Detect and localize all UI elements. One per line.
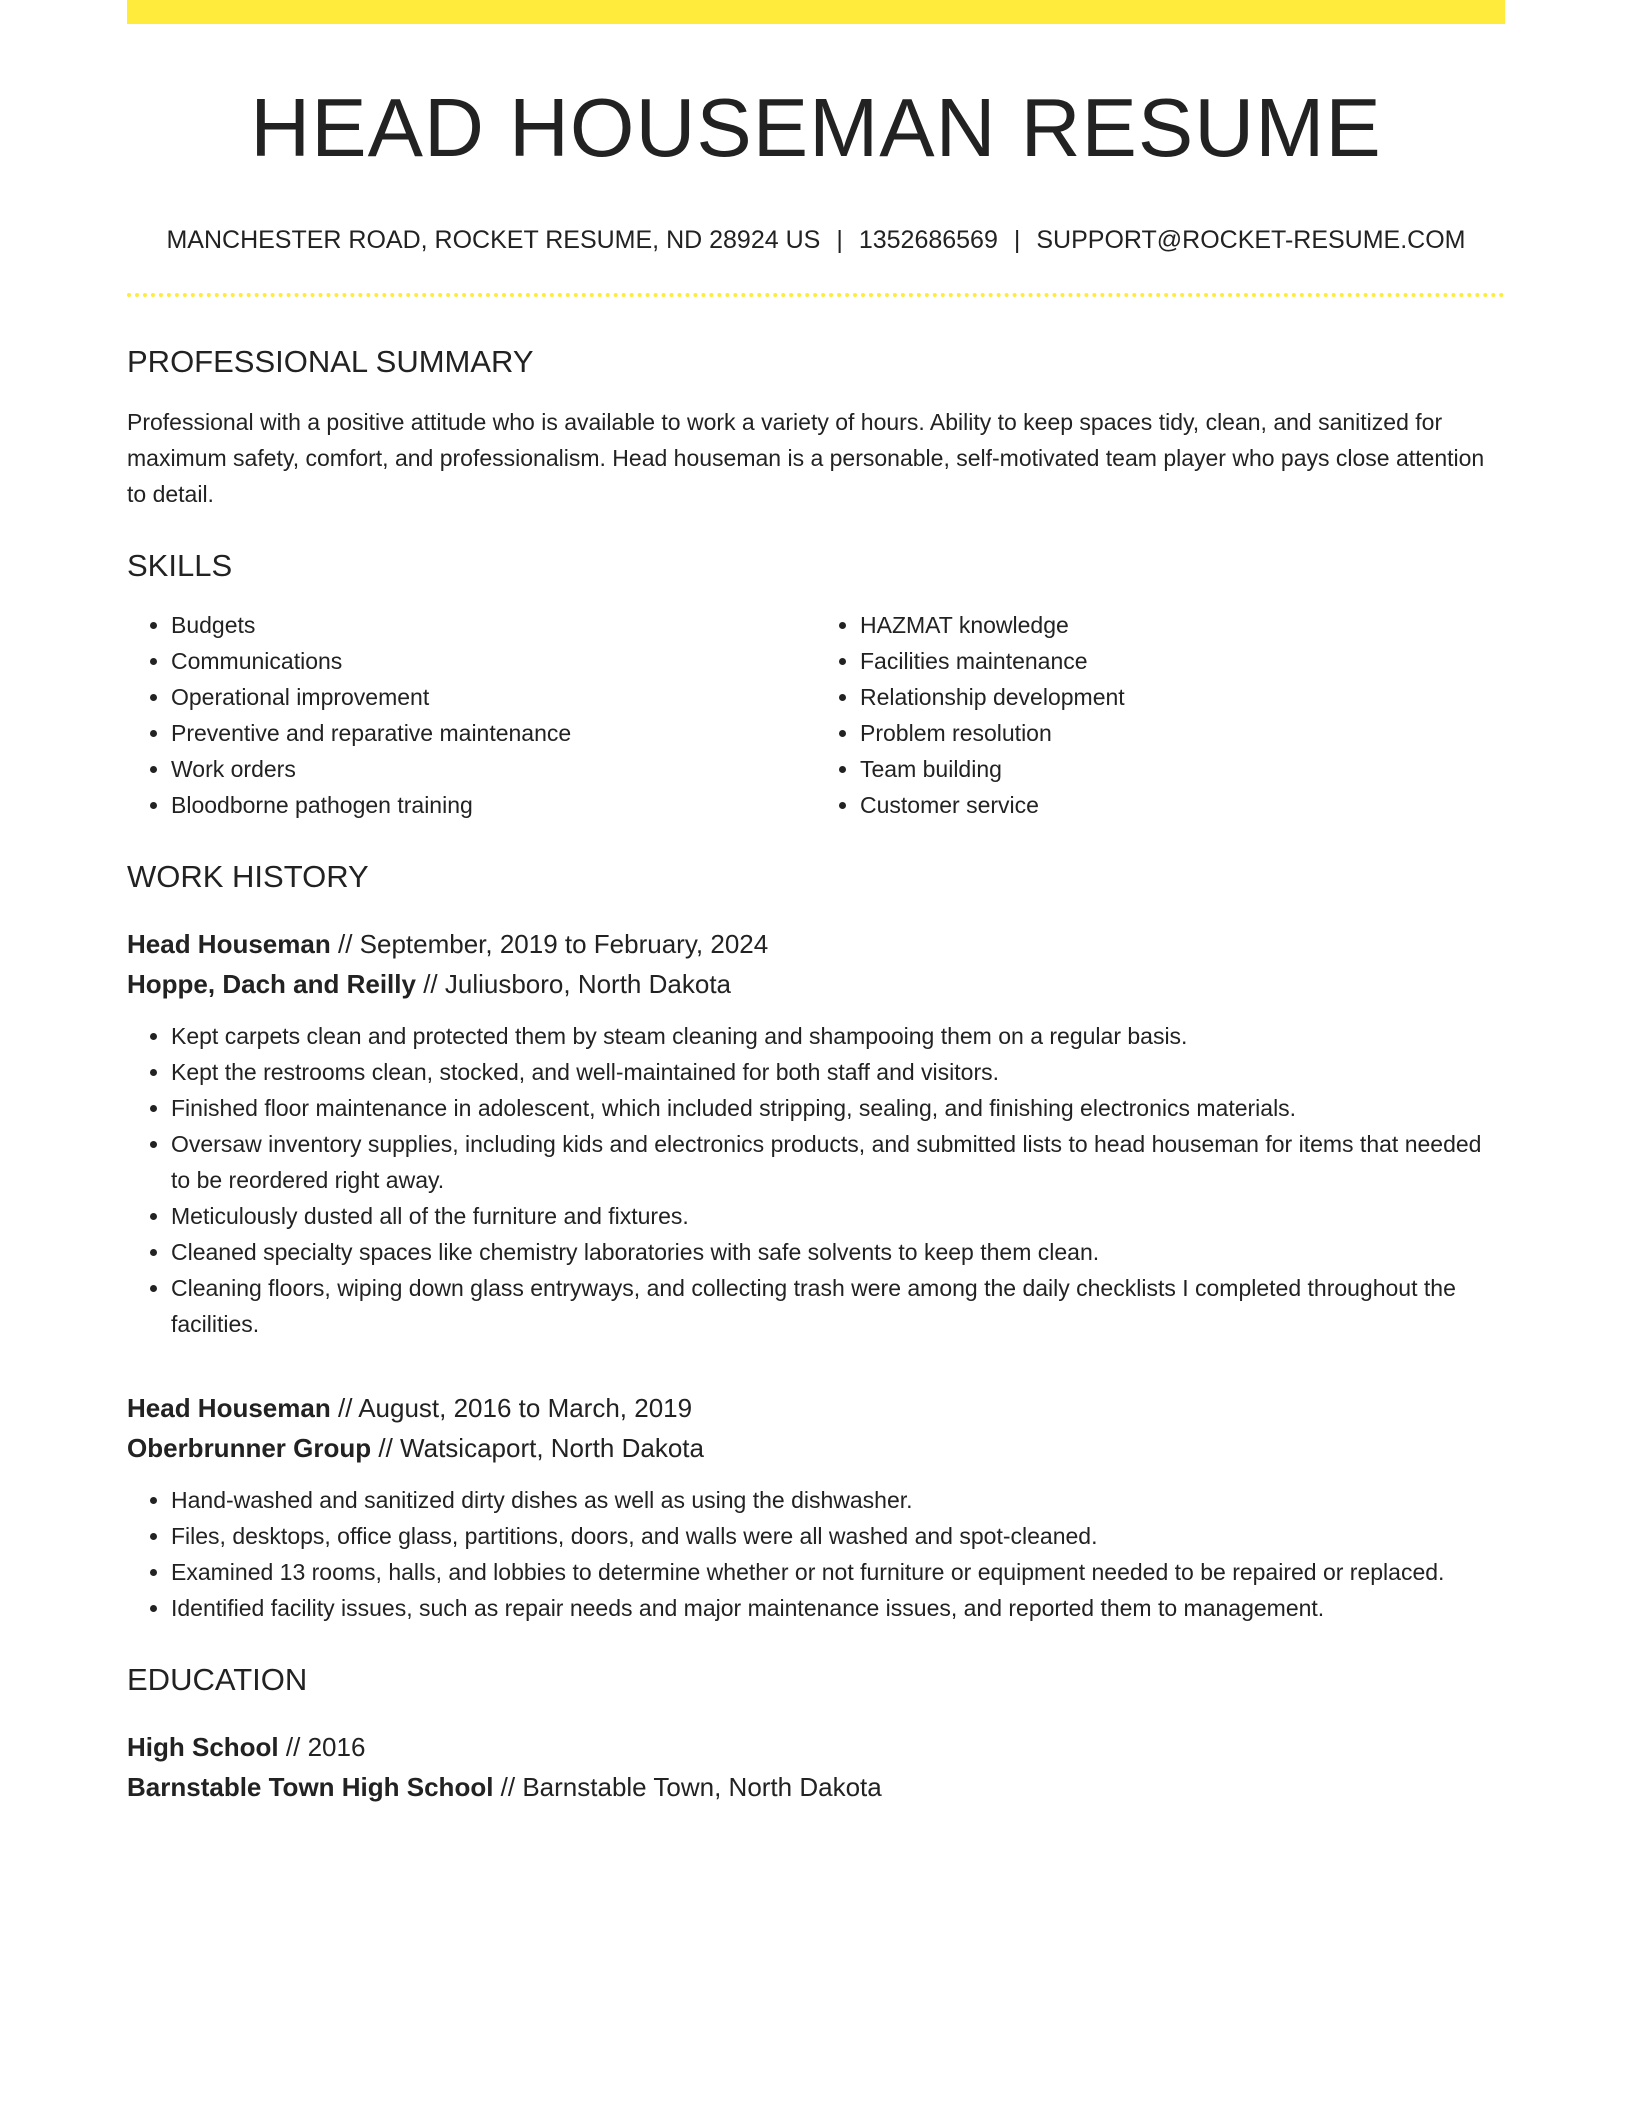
contact-address: MANCHESTER ROAD, ROCKET RESUME, ND 28924 US [166, 226, 821, 254]
education-school-line [127, 1767, 1505, 1807]
job-title-line [127, 924, 1505, 964]
skill-item: • Bloodborne pathogen training [171, 787, 816, 823]
resume-page [127, 0, 1505, 1807]
skill-item: • Relationship development [860, 679, 1505, 715]
education-degree: High School [127, 1732, 279, 1762]
job-position: Head Houseman [127, 1393, 331, 1423]
skill-item: • Facilities maintenance [860, 643, 1505, 679]
job-bullets [127, 1018, 1505, 1342]
job-dates: // August, 2016 to March, 2019 [337, 1393, 693, 1423]
skills-heading: SKILLS [127, 548, 233, 583]
job-company: Oberbrunner Group [127, 1433, 372, 1463]
contact-separator: | [1013, 226, 1021, 254]
dotted-divider [127, 293, 1505, 297]
job-title-line [127, 1388, 1505, 1428]
contact-phone: 1352686569 [858, 226, 998, 254]
education-degree-line [127, 1727, 1505, 1767]
job-bullet: • Cleaned specialty spaces like chemistry laboratories with safe solvents to keep them clean. [171, 1234, 1505, 1270]
job-location: // Watsicaport, North Dakota [378, 1433, 704, 1463]
job-bullet: • Meticulously dusted all of the furniture and fixtures. [171, 1198, 1505, 1234]
summary-heading: PROFESSIONAL SUMMARY [127, 344, 534, 379]
job-bullet: • Cleaning floors, wiping down glass entryways, and collecting trash were among the daily checklists I completed throughout the facilities. [171, 1270, 1505, 1342]
job-company-line [127, 1428, 1505, 1468]
job-entry [127, 1388, 1505, 1626]
skills-column-left [127, 607, 816, 823]
job-bullet: • Finished floor maintenance in adolescent, which included stripping, sealing, and finishing electronics materials. [171, 1090, 1505, 1126]
job-bullet: • Examined 13 rooms, halls, and lobbies to determine whether or not furniture or equipment needed to be repaired or replaced. [171, 1554, 1505, 1590]
skill-item: • Budgets [171, 607, 816, 643]
skill-item: • Communications [171, 643, 816, 679]
skill-item: • Problem resolution [860, 715, 1505, 751]
education-year: // 2016 [285, 1732, 366, 1762]
education-school: Barnstable Town High School [127, 1772, 494, 1802]
education-heading: EDUCATION [127, 1662, 308, 1697]
job-bullet: • Kept carpets clean and protected them by steam cleaning and shampooing them on a regular basis. [171, 1018, 1505, 1054]
job-bullet: • Files, desktops, office glass, partitions, doors, and walls were all washed and spot-cleaned. [171, 1518, 1505, 1554]
job-dates: // September, 2019 to February, 2024 [337, 929, 769, 959]
skills-column-right [816, 607, 1505, 823]
job-company: Hoppe, Dach and Reilly [127, 969, 416, 999]
job-bullet: • Identified facility issues, such as repair needs and major maintenance issues, and reported them to management. [171, 1590, 1505, 1626]
job-location: // Juliusboro, North Dakota [423, 969, 731, 999]
job-bullets [127, 1482, 1505, 1626]
skill-item: • Preventive and reparative maintenance [171, 715, 816, 751]
top-accent-bar [127, 0, 1505, 24]
job-entry [127, 924, 1505, 1342]
skills-list [127, 607, 1505, 823]
job-bullet: • Hand-washed and sanitized dirty dishes as well as using the dishwasher. [171, 1482, 1505, 1518]
contact-separator: | [836, 226, 843, 254]
skill-item: • HAZMAT knowledge [860, 607, 1505, 643]
resume-title: HEAD HOUSEMAN RESUME [250, 81, 1382, 174]
skill-item: • Work orders [171, 751, 816, 787]
work-history-heading: WORK HISTORY [127, 859, 369, 894]
education-entry [127, 1727, 1505, 1807]
job-bullet: • Kept the restrooms clean, stocked, and well-maintained for both staff and visitors. [171, 1054, 1505, 1090]
skill-item: • Operational improvement [171, 679, 816, 715]
job-company-line [127, 964, 1505, 1004]
summary-text: Professional with a positive attitude who is available to work a variety of hours. Ability to keep spaces tidy, clean, and sanitized for maximum safety, comfort, and professionalism. Head houseman is a personable, self-motivated team player who pays close attention to detail. [127, 409, 1485, 507]
contact-line [127, 228, 1505, 253]
skill-item: • Team building [860, 751, 1505, 787]
job-position: Head Houseman [127, 929, 331, 959]
contact-email: SUPPORT@ROCKET-RESUME.COM [1036, 226, 1466, 254]
job-bullet: • Oversaw inventory supplies, including kids and electronics products, and submitted lists to head houseman for items that needed to be reordered right away. [171, 1126, 1505, 1198]
skill-item: • Customer service [860, 787, 1505, 823]
education-location: // Barnstable Town, North Dakota [500, 1772, 882, 1802]
